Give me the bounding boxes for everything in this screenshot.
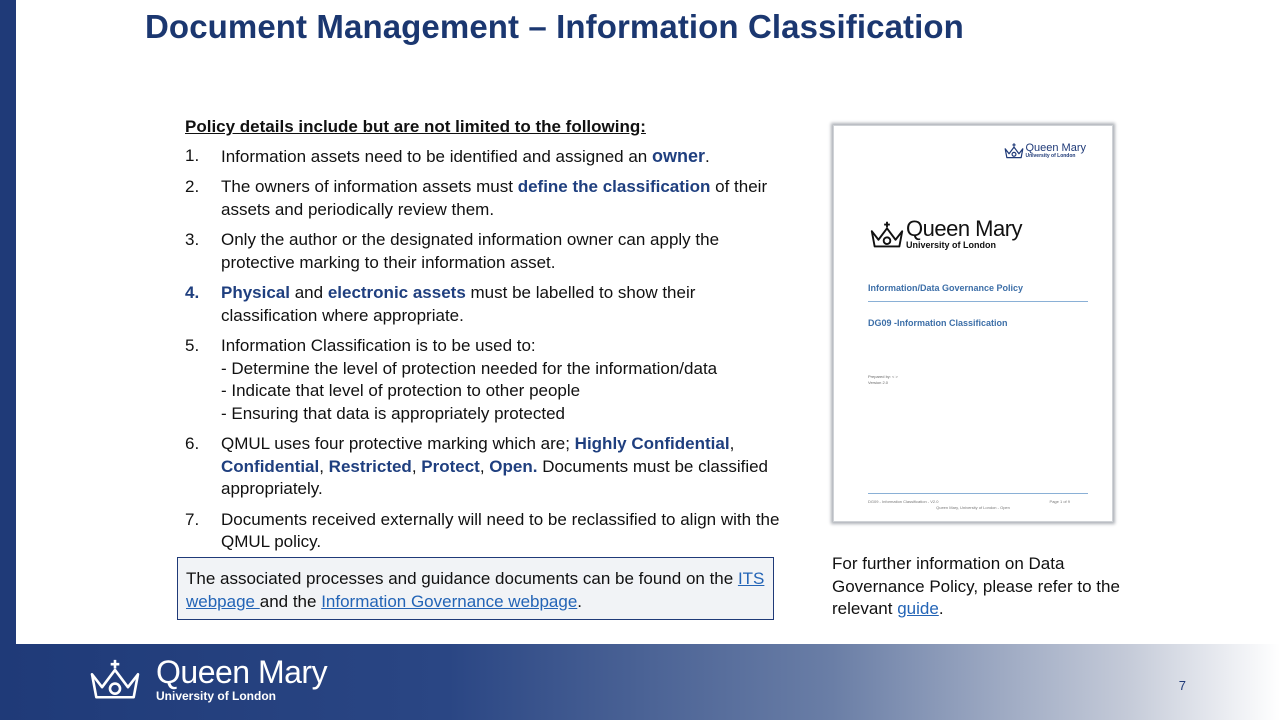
item-text: Only the author or the designated information owner can apply the protective marking to their information asset.: [221, 230, 720, 272]
item-text: and: [290, 283, 328, 302]
policy-item-5: [185, 335, 795, 425]
doc-header-wordmark: [1025, 143, 1086, 160]
doc-code: DG09 -Information Classification: [868, 318, 1008, 328]
policy-item-7: [185, 509, 795, 554]
slide-title: Document Management – Information Classification: [145, 8, 964, 45]
doc-meta-version: Version 2.0: [868, 380, 889, 385]
separator: ,: [479, 456, 490, 476]
item-subline: - Ensuring that data is appropriately protected: [221, 403, 565, 423]
further-text-end: .: [938, 599, 944, 618]
page-number: 7: [1178, 678, 1186, 693]
guidance-info-box: [177, 557, 774, 620]
crown-crest-icon: [1003, 142, 1025, 160]
item-text: Documents received externally will need to be reclassified to align with the QMUL policy.: [221, 509, 780, 551]
doc-footer-center: Queen Mary, University of London - Open: [936, 505, 1010, 510]
its-webpage-link[interactable]: ITS webpage: [186, 569, 765, 611]
marking-restricted: Restricted: [328, 456, 412, 476]
item-number: 7.: [185, 509, 200, 529]
item-number: 1.: [185, 145, 200, 165]
doc-footer-divider: [868, 493, 1088, 494]
separator: ,: [411, 456, 422, 476]
footer-logo-sub: University of London: [156, 689, 276, 703]
highlight-physical: Physical: [221, 283, 290, 302]
slide-footer: [0, 644, 1280, 720]
highlight-define-classification: define the classification: [517, 177, 711, 196]
highlight-owner: owner: [651, 145, 705, 166]
footer-logo-name: Queen Mary: [156, 654, 328, 690]
doc-policy-title: Information/Data Governance Policy: [868, 283, 1024, 293]
item-text-end: must be labelled to show their classification where appropriate.: [221, 283, 696, 325]
info-text-end: .: [577, 591, 583, 611]
marking-highly-confidential: Highly Confidential: [574, 434, 730, 453]
info-text: The associated processes and guidance documents can be found on the: [186, 569, 738, 588]
policy-item-4: [185, 282, 795, 327]
crown-crest-icon: [868, 219, 906, 251]
item-number: 3.: [185, 230, 200, 249]
policy-section: [185, 116, 795, 562]
item-text: Information Classification is to be used to:: [221, 336, 536, 355]
separator: ,: [319, 456, 329, 476]
further-info-text: [832, 553, 1132, 621]
separator: ,: [729, 434, 735, 453]
doc-meta: [868, 374, 898, 386]
doc-meta-prepared: Prepared by: < >: [868, 374, 898, 379]
policy-item-3: [185, 229, 795, 274]
doc-main-name: Queen Mary: [906, 216, 1023, 241]
marking-open: Open.: [489, 456, 538, 476]
marking-confidential: Confidential: [221, 456, 320, 476]
further-text: For further information on Data Governance Policy, please refer to the relevant: [832, 554, 1120, 618]
left-accent-bar: [0, 0, 16, 644]
policy-document-preview: [833, 125, 1113, 522]
doc-main-logo: [868, 218, 1022, 251]
footer-logo: [82, 656, 327, 704]
doc-header-name: Queen Mary: [1025, 141, 1086, 154]
item-text-end: Documents must be classified appropriately.: [221, 456, 769, 498]
item-text: The owners of information assets must: [221, 177, 518, 196]
doc-divider: [868, 301, 1088, 302]
doc-footer-right: Page 1 of 9: [1049, 499, 1070, 504]
policy-heading: Policy details include but are not limited to the following:: [185, 117, 646, 136]
policy-item-2: [185, 176, 795, 221]
item-text: Information assets need to be identified and assigned an: [221, 146, 652, 166]
policy-item-6: [185, 433, 795, 501]
policy-item-1: [185, 145, 795, 169]
item-subline: - Determine the level of protection needed for the information/data: [221, 358, 718, 378]
crown-crest-icon: [82, 657, 148, 703]
doc-footer-left: DG09 - Information Classification - V2.0: [868, 499, 939, 504]
item-number: 4.: [185, 283, 200, 302]
footer-wordmark: [156, 656, 327, 704]
doc-main-sub: University of London: [906, 240, 996, 250]
doc-header-sub: University of London: [1025, 152, 1076, 159]
item-number: 6.: [185, 434, 200, 453]
info-text: and the: [259, 591, 322, 611]
marking-protect: Protect: [421, 456, 480, 476]
highlight-electronic-assets: electronic assets: [327, 283, 466, 302]
item-text: QMUL uses four protective marking which are;: [221, 434, 575, 453]
item-subline: - Indicate that level of protection to other people: [221, 381, 581, 400]
item-number: 5.: [185, 336, 200, 355]
doc-main-wordmark: [906, 218, 1022, 251]
item-text-end: of their assets and periodically review them.: [221, 177, 768, 219]
guide-link[interactable]: guide: [897, 599, 939, 618]
doc-header-logo: [1003, 142, 1086, 160]
item-text-end: .: [704, 146, 710, 166]
item-number: 2.: [185, 177, 200, 196]
information-governance-webpage-link[interactable]: Information Governance webpage: [321, 591, 578, 611]
